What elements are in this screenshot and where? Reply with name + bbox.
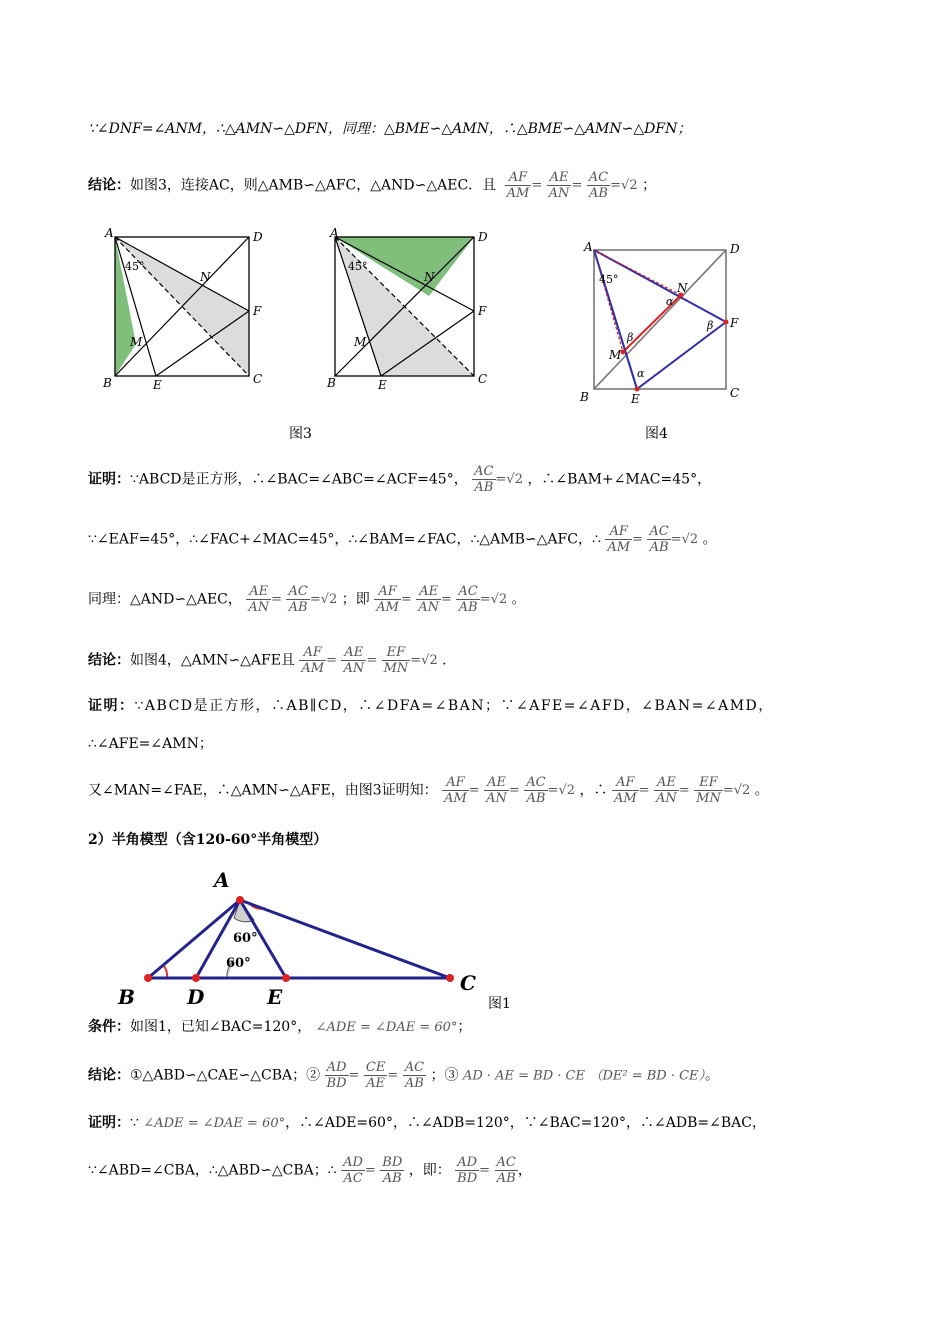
label-B: B — [580, 390, 589, 404]
label-D: D — [730, 242, 740, 256]
label-B: B — [327, 376, 336, 390]
label-A: A — [105, 226, 114, 240]
proof-fig3: 证明：∵ABCD是正方形，∴∠BAC=∠ABC=∠ACF=45°， $\frac{AC}{AB}$ =√2 ，∴∠BAM+∠MAC=45°， — [88, 464, 712, 495]
line-similar-triangles — [88, 118, 691, 138]
conclusion-fig1: 结论：①△ABD∽△CAE∽△CBA；② $\frac{AD}{BD}$ = $\frac{CE}{AE}$ = $\frac{AC}{AB}$ ；③ AD · AE = BD · CE （DE² = BD · CE）。 — [88, 1060, 720, 1091]
label-B: B — [118, 985, 135, 1009]
label-D: D — [253, 230, 263, 244]
proof-fig4-final: 又∠MAN=∠FAE，∴△AMN∽△AFE，由图3证明知： $\frac{AF}{AM}$ = $\frac{AE}{AN}$ = $\frac{AC}{AB}$ =√2 ，∴ $\frac{AF}{AM}$ = $\frac{AE}{AN}$ = $\frac{EF}{MN}$ =√2 。 — [88, 775, 769, 806]
label-M: M — [609, 348, 622, 362]
label-N: N — [424, 270, 435, 284]
ratio-formula: $\frac{AF}{AM}$ = $\frac{AE}{AN}$ = $\frac{AC}{AB}$ =√2 — [506, 170, 638, 201]
condition: 条件：如图1，已知∠BAC=120°， ∠ADE = ∠DAE = 60°； — [88, 1019, 472, 1035]
proof-line-eaf: ∵∠EAF=45°，∴∠FAC+∠MAC=45°，∴∠BAM=∠FAC，∴△AMB∽△AFC，∴ $\frac{AF}{AM}$ = $\frac{AC}{AB}$ =√2 。 — [88, 524, 717, 555]
label-A: A — [214, 868, 230, 892]
label-N: N — [677, 281, 688, 295]
conclusion-fig3: 结论：如图3，连接AC，则△AMB∽△AFC，△AND∽△AEC．且 $\frac{AF}{AM}$ = $\frac{AE}{AN}$ = $\frac{AC}{AB}$ =√2 ； — [88, 170, 657, 201]
section-heading: 2）半角模型（含120-60°半角模型） — [88, 832, 328, 848]
figure3-left — [100, 225, 270, 395]
text: ∵∠DNF=∠ANM，∴△AMN∽△DFN，同理：△BME∽△AMN，∴△BME∽△AMN∽△DFN； — [88, 121, 692, 137]
label-M: M — [130, 335, 143, 349]
label-45: 45° — [599, 273, 619, 286]
label-D: D — [187, 985, 205, 1009]
label-C: C — [460, 971, 476, 995]
label-C: C — [253, 372, 263, 386]
label-F: F — [478, 304, 487, 318]
label-E: E — [378, 378, 387, 392]
label-A: A — [330, 226, 339, 240]
label-B: B — [103, 376, 112, 390]
label-45: 45° — [348, 260, 368, 273]
proof-fig4: 证明：∵ABCD是正方形，∴AB∥CD，∴∠DFA=∠BAN；∵∠AFE=∠AFD，∠BAN=∠AMD， — [88, 698, 774, 714]
figure3-right — [320, 225, 495, 395]
green-triangle — [115, 237, 136, 376]
label-F: F — [253, 304, 262, 318]
label-45: 45° — [125, 260, 145, 273]
caption-fig3: 图3 — [289, 426, 312, 442]
conclusion-fig4: 结论：如图4，△AMN∽△AFE且 $\frac{AF}{AM}$ = $\frac{AE}{AN}$ = $\frac{EF}{MN}$ =√2 . — [88, 645, 447, 676]
label-F: F — [730, 316, 739, 330]
label-alpha-E: α — [637, 367, 645, 380]
figure4 — [575, 235, 750, 410]
label-M: M — [354, 335, 367, 349]
label-beta-F: β — [707, 319, 714, 332]
proof-fig4-cont: ∴∠AFE=∠AMN； — [88, 736, 213, 752]
proof-line-and: 同理：△AND∽△AEC， $\frac{AE}{AN}$ = $\frac{AC}{AB}$ =√2 ；即 $\frac{AF}{AM}$ = $\frac{AE}{AN}$ = $\frac{AC}{AB}$ =√2 。 — [88, 584, 526, 615]
figure1 — [110, 862, 500, 1012]
label-N: N — [200, 270, 211, 284]
text: 如图3，连接AC，则△AMB∽△AFC，△AND∽△AEC．且 — [130, 177, 497, 194]
label-C: C — [478, 372, 488, 386]
label-60-b: 60° — [226, 956, 251, 971]
label: 结论： — [88, 177, 130, 194]
caption-fig1: 图1 — [488, 996, 511, 1012]
label-E: E — [631, 392, 640, 406]
label-E: E — [267, 985, 283, 1009]
label-A: A — [584, 240, 593, 254]
label-D: D — [478, 230, 488, 244]
label-60-a: 60° — [233, 931, 258, 946]
proof-fig1-cont: ∵∠ABD=∠CBA，∴△ABD∽△CBA；∴ $\frac{AD}{AC}$ = $\frac{BD}{AB}$ ，即： $\frac{AD}{BD}$ = $\frac{AC}{AB}$ ， — [88, 1155, 532, 1186]
caption-fig4: 图4 — [645, 426, 668, 442]
label-C: C — [730, 386, 740, 400]
label-alpha-N: α — [666, 295, 674, 308]
label-E: E — [153, 378, 162, 392]
proof-fig1: 证明：∵ ∠ADE = ∠DAE = 60°，∴∠ADE=60°，∴∠ADB=120°，∵∠BAC=120°，∴∠ADB=∠BAC， — [88, 1115, 766, 1131]
label-beta-M: β — [627, 331, 634, 344]
